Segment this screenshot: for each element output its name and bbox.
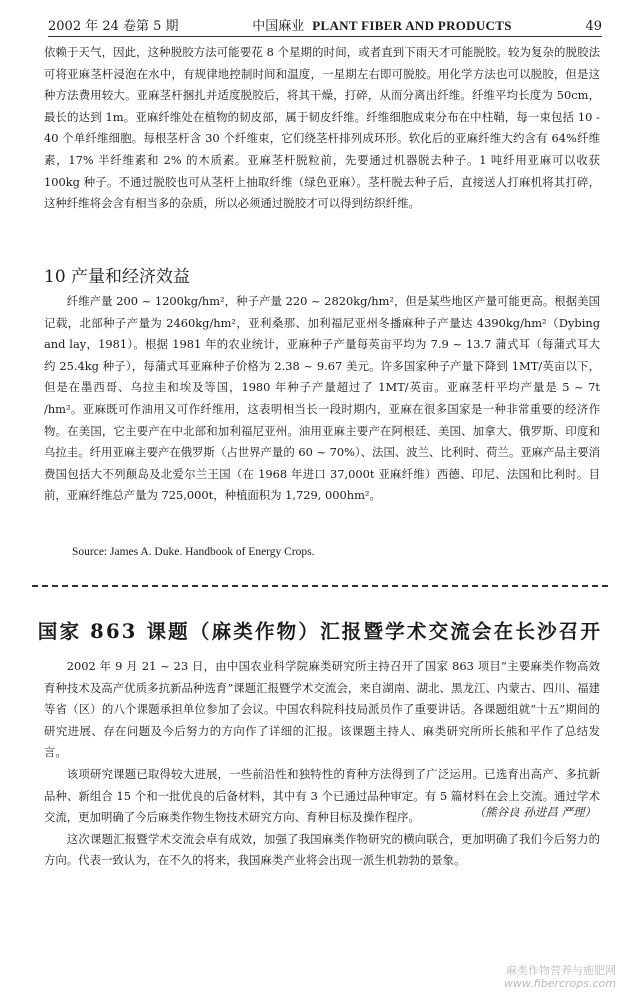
news-paragraph: 这次课题汇报暨学术交流会卓有成效，加强了我国麻类作物研究的横向联合，更加明确了我们今后努力的方向。代表一致认为，在不久的将来，我国麻类产业将会出现一派生机勃勃的景象。 xyxy=(44,831,600,868)
journal-name-cn: 中国麻业 xyxy=(252,19,305,34)
running-header xyxy=(48,14,602,37)
journal-name xyxy=(252,17,511,36)
news-paragraph: 该项研究课题已取得较大进展，一些前沿性和独特性的育种方法得到了广泛运用。已选育出高产、多抗新品种、新组合 15 个和一批优良的后备材料，其中有 3 个已通过品种审定。有 5 篇材料在会上交流。通过学术交流，更加明确了今后麻类作物生物技术研究方向、育种目标及操作程序。 xyxy=(44,766,600,825)
section-body-block xyxy=(44,291,600,507)
source-citation: Source: James A. Duke. Handbook of Energy Crops. xyxy=(72,546,315,558)
site-watermark xyxy=(504,964,616,990)
news-title: 国家 863 课题（麻类作物）汇报暨学术交流会在长沙召开 xyxy=(37,620,603,643)
section-divider xyxy=(32,585,608,587)
intro-paragraph-block xyxy=(44,42,600,215)
watermark-site-name: 麻类作物营养与施肥网 xyxy=(506,964,616,977)
news-paragraph: 2002 年 9 月 21 ~ 23 日，由中国农业科学院麻类研究所主持召开了国家 863 项目“主要麻类作物高效育种技术及高产优质多抗新品种选育”课题汇报暨学术交流会，来自湖南、湖北、黑龙江、内蒙古、四川、福建等省（区）的八个课题承担单位参加了会议。中国农科院科技局派员作了重要讲话。各课题组就“十五”期间的研究进展、存在问题及今后努力的方向作了详细的汇报。该课题主持人、麻类研究所所长熊和平作了总结发言。 xyxy=(44,659,600,760)
page-number: 49 xyxy=(585,19,602,34)
section-paragraph: 纤维产量 200 ~ 1200kg/hm²，种子产量 220 ~ 2820kg/hm²，但是某些地区产量可能更高。根据美国记载，北部种子产量为 2460kg/hm²，亚利桑那、加利福尼亚州冬播麻种子产量达 4390kg/hm²（Dybing and lay，1981）。根据 1981 年的农业统计，亚麻种子产量每英亩平均为 7.9 ~ 13.7 蒲式耳（每蒲式耳大约 25.4kg 种子），每蒲式耳亚麻种子价格为 2.38 ~ 9.67 美元。许多国家种子产量下降到 1MT/英亩以下，但是在墨西哥、乌拉圭和埃及等国，1980 年种子产量超过了 1MT/英亩。亚麻茎杆平均产量是 5 ~ 7t /hm²。亚麻既可作油用又可作纤维用，这表明相当长一段时期内，亚麻在很多国家是一种非常重要的经济作物。在美国，它主要产在中北部和加利福尼亚州。油用亚麻主要产在阿根廷、美国、加拿大、俄罗斯、印度和乌拉圭。纤用亚麻主要产在俄罗斯（占世界产量的 60 ~ 70%）、法国、波兰、比利时、荷兰。亚麻产品主要消费国包括大不列颠岛及北爱尔兰王国（在 1968 年进口 37,000t 亚麻纤维）西德、印尼、法国和比利时。目前，亚麻纤维总产量为 725,000t，种植面积为 1,729, 000hm²。 xyxy=(44,294,600,503)
watermark-url: www.fibercrops.com xyxy=(503,977,616,990)
journal-name-en: PLANT FIBER AND PRODUCTS xyxy=(312,18,512,33)
issue-info: 2002 年 24 卷第 5 期 xyxy=(48,19,179,34)
intro-paragraph: 依赖于天气，因此，这种脱胶方法可能要花 8 个星期的时间，或者直到下雨天才可能脱胶。较为复杂的脱胶法可将亚麻茎杆浸泡在水中，有规律地控制时间和温度，一星期左右即可脱胶。用化学方法也可以脱胶，但是这种方法费用较大。亚麻茎杆捆扎并适度脱胶后，将其干燥，打碎，从而分离出纤维。纤维平均长度为 50cm，最长的达到 1m。亚麻纤维处在植物的韧皮部，属于韧皮纤维。纤维细胞成束分布在中柱鞘，每一束包括 10 - 40 个单纤维细胞。每根茎杆含 30 个纤维束，它们绕茎杆排列成环形。软化后的亚麻纤维大约含有 64%纤维素，17% 半纤维素和 2% 的木质素。亚麻茎杆脱粒前，先要通过机器脱去种子。1 吨纤用亚麻可以收获 100kg 种子。不通过脱胶也可从茎杆上抽取纤维（绿色亚麻）。茎杆脱去种子后，直接送人打麻机将其打碎，这种纤维将会含有相当多的杂质，所以必须通过脱胶才可以得到纺织纤维。 xyxy=(44,45,600,211)
news-byline: （熊谷良 孙进昌 严理） xyxy=(473,805,596,819)
section-heading: 10 产量和经济效益 xyxy=(44,267,191,287)
news-body xyxy=(44,656,600,872)
